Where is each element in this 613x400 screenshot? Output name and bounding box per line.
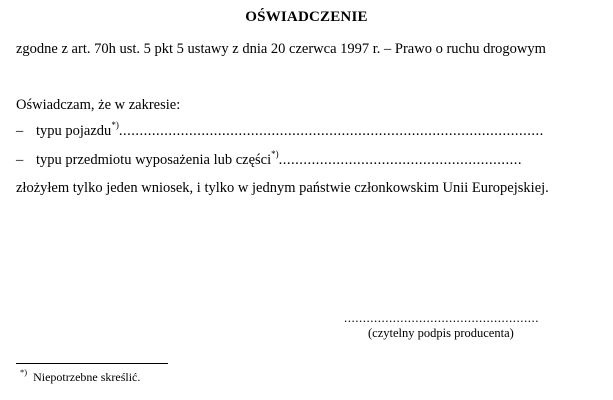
footnote-marker: *) bbox=[20, 367, 28, 377]
footnote-text: Niepotrzebne skreślić. bbox=[33, 370, 141, 384]
item-label: typu przedmiotu wyposażenia lub części bbox=[36, 152, 272, 168]
legal-basis: zgodne z art. 70h ust. 5 pkt 5 ustawy z dnia 20 czerwca 1997 r. – Prawo o ruchu drogowym bbox=[16, 41, 546, 57]
signature-line: .................................................... bbox=[344, 310, 539, 325]
signature-caption: (czytelny podpis producenta) bbox=[368, 326, 514, 340]
dash-bullet: – bbox=[16, 152, 24, 168]
item-vehicle-type bbox=[16, 120, 544, 140]
item-equipment-type bbox=[16, 149, 523, 169]
document-title: OŚWIADCZENIE bbox=[245, 9, 368, 25]
intro-text: Oświadczam, że w zakresie: bbox=[16, 97, 181, 113]
fill-in-line: ....................................................................................................... bbox=[118, 123, 544, 139]
item-label: typu pojazdu bbox=[36, 123, 112, 139]
footnote-divider bbox=[16, 363, 168, 364]
footnote bbox=[20, 367, 141, 385]
fill-in-line: ........................................................... bbox=[278, 152, 523, 168]
footnote-reference: *) bbox=[271, 149, 279, 159]
declaration-statement: złożyłem tylko jeden wniosek, i tylko w jednym państwie członkowskim Unii Europejskiej. bbox=[16, 180, 549, 196]
dash-bullet: – bbox=[16, 123, 24, 139]
footnote-reference: *) bbox=[111, 120, 119, 130]
